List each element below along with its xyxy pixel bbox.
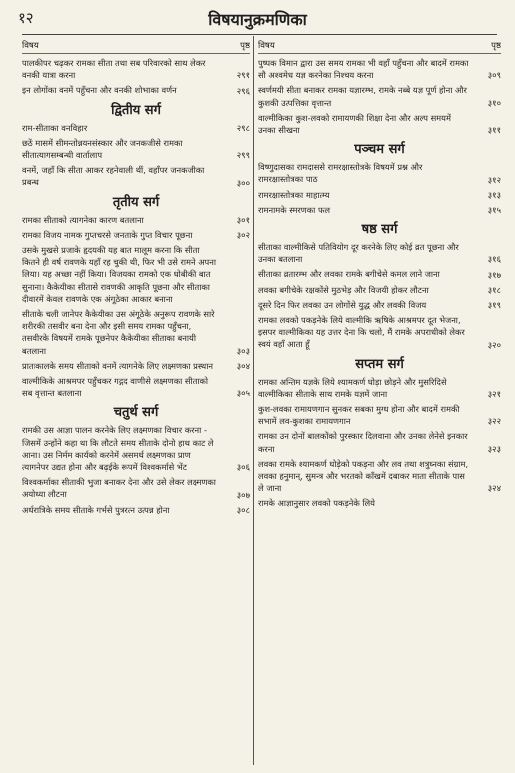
entry-page-number: ३०४: [236, 362, 250, 373]
section-heading: चतुर्थ सर्ग: [113, 405, 159, 421]
entry-text: रामरक्षास्तोत्रका माहात्म्य: [258, 189, 330, 200]
entry-text: वाल्मीकिके आश्रमपर पहुँचकर गद्गद वाणीसे लक्ष्मणका सीताको सब वृत्तान्त बतलाना: [22, 376, 209, 399]
entry-text: सीताका व्रतारम्भ और लवका रामके बगीचेसे कमल लाने जाना: [258, 269, 440, 280]
toc-entry: [258, 497, 501, 509]
entry-page-number: ३०५: [236, 389, 250, 400]
entry-page-number: ३२४: [487, 484, 501, 495]
toc-entry: [22, 244, 250, 305]
entry-text: पालकीपर चढ़कर रामका सीता तथा सब परिवारको साथ लेकर वनकी यात्रा करना: [22, 58, 206, 81]
left-column: [22, 40, 250, 767]
toc-entry: [22, 164, 250, 188]
entry-text: रामका सीताको त्यागनेका कारण बतलाना: [22, 214, 144, 225]
page-header: [0, 0, 515, 36]
entry-text: रामका लवको पकड़नेके लिये वाल्मीकि ऋषिके आश्रमपर दूत भेजना, इसपर वाल्मीकिका यह उत्तर देना कि चलो, मैं रामके अपराधीको लेकर स्वयं वहाँ आता हूँ: [258, 315, 465, 350]
entry-page-number: ३०३: [236, 346, 250, 357]
entry-page-number: ३०६: [236, 463, 250, 474]
entry-page-number: २९८: [236, 123, 250, 134]
section-heading: द्वितीय सर्ग: [111, 102, 161, 118]
entry-text: राम-सीताका वनविहार: [22, 122, 88, 133]
entry-page-number: ३१३: [487, 190, 501, 201]
entry-page-number: २९१: [236, 71, 250, 82]
subject-header: विषय: [22, 41, 39, 51]
entry-page-number: ३१९: [487, 301, 501, 312]
entry-page-number: ३०८: [236, 505, 250, 516]
entry-page-number: ३२१: [487, 390, 501, 401]
entry-text: रामका विजय नामक गुप्तचरसे जनताके गुप्त विचार पूछना: [22, 229, 193, 240]
toc-entry: [22, 84, 250, 96]
entry-text: प्रातःकालके समय सीताको वनमें त्यागनेके लिए लक्ष्मणका प्रस्थान: [22, 360, 213, 371]
toc-entry: [258, 403, 501, 427]
entry-text: लवका बगीचेके रक्षकोंसे मुठभेड़ और विजयी होकर लौटना: [258, 284, 429, 295]
section-heading: षष्ठ सर्ग: [361, 222, 398, 238]
entry-text: विष्णुदासका रामदाससे रामरक्षास्तोत्रके विषयमें प्रश्न और रामरक्षास्तोत्रका पाठ: [258, 162, 423, 185]
toc-entry: [258, 268, 501, 280]
entry-text: विश्वकर्माका सीताकी भुजा बनाकर देना और उसे लेकर लक्ष्मणका अयोध्या लौटना: [22, 477, 216, 500]
entry-text: रामका अन्तिम यज्ञके लिये श्यामकर्ण घोड़ा छोड़ने और मुसरिदिसे वाल्मीकिका सीताके साथ रामके यज्ञमें जाना: [258, 376, 447, 399]
subject-header: विषय: [258, 41, 275, 51]
toc-entry: [22, 214, 250, 226]
toc-entry: [258, 299, 501, 311]
toc-entry: [258, 458, 501, 495]
toc-entry: [22, 424, 250, 473]
entry-text: रामके आज्ञानुसार लवको पकड़नेके लिये: [258, 498, 375, 509]
page-number: १२: [18, 9, 34, 27]
toc-entry: [22, 504, 250, 516]
entry-page-number: ३१८: [487, 285, 501, 296]
section-heading: पञ्चम सर्ग: [354, 142, 405, 158]
entry-page-number: ३१५: [487, 206, 501, 217]
toc-entry: [22, 375, 250, 399]
entry-text: रामनामके स्मरणका फल: [258, 204, 330, 215]
toc-entry: [258, 84, 501, 108]
toc-entry: [22, 308, 250, 357]
page-title: विषयानुक्रमणिका: [208, 10, 307, 29]
entry-text: पुष्पक विमान द्वारा उस समय रामका भी वहाँ पहुँचना और बादमें रामका सौ अश्वमेध यज्ञ करनेका निश्चय करना: [258, 58, 469, 81]
right-column-header: [258, 40, 501, 54]
entry-page-number: ३१६: [487, 255, 501, 266]
entry-page-number: २९६: [236, 86, 250, 97]
entry-text: सीताके चली जानेपर कैकेयीका उस अंगूठेके अनुरूप रावणके सारे शरीरकी तसवीर बना देना और इसी समय रामका पहुँचना, तसवीरके विषयमें रामके पूछनेपर कैकेयीका सीताका बनायी बतलाना: [22, 309, 215, 356]
entry-text: दूसरे दिन फिर लवका उन लोगोंसे युद्ध और लवकी विजय: [258, 299, 427, 310]
toc-entry: [258, 314, 501, 351]
toc-entry: [258, 57, 501, 81]
entry-text: स्वर्णमयी सीता बनाकर रामका यज्ञारम्भ, रामके नब्बे यज्ञ पूर्ण होना और कुशकी उत्पत्तिका वृत्तान्त: [258, 85, 467, 108]
entry-page-number: ३१०: [487, 98, 501, 109]
entry-text: इन लोगोंका वनमें पहुँचना और वनकी शोभाका वर्णन: [22, 85, 177, 96]
entry-text: रामका उन दोनों बालकोंको पुरस्कार दिलवाना और उनका लेनेसे इनकार करना: [258, 431, 468, 454]
toc-entry: [22, 360, 250, 372]
left-column-header: [22, 40, 250, 54]
entry-text: वाल्मीकिका कुश-लवको रामायणकी शिक्षा देना और अल्प समयमें उनका सीखना: [258, 112, 451, 136]
entry-page-number: २९९: [236, 151, 250, 162]
entry-text: वनमें, जहाँ कि सीता आकर रहनेवाली थीं, वहाँपर जनकजीका प्रबन्ध: [22, 165, 205, 188]
toc-entry: [258, 189, 501, 201]
header-rule: [22, 34, 497, 35]
entry-page-number: ३२२: [487, 417, 501, 428]
section-heading: सप्तम सर्ग: [355, 356, 404, 372]
toc-entry: [258, 430, 501, 454]
entry-page-number: ३२०: [487, 340, 501, 351]
toc-entry: [258, 204, 501, 216]
page-header-label: पृष्ठ: [491, 41, 501, 51]
column-divider: [253, 36, 254, 765]
entry-page-number: ३०७: [236, 490, 250, 501]
toc-entry: [22, 57, 250, 81]
entry-page-number: ३१७: [487, 270, 501, 281]
right-column: [258, 40, 501, 767]
toc-entry: [22, 122, 250, 134]
entry-text: लवका रामके श्यामकर्ण घोड़ेको पकड़ना और लव तथा शत्रुघ्नका संग्राम, लवका हनुमान्, सुमन्त्र और भरतको काँखमें दबाकर माता सीताके पास ले जाना: [258, 458, 469, 494]
entry-page-number: ३२३: [487, 444, 501, 455]
toc-entry: [258, 161, 501, 185]
toc-entry: [258, 112, 501, 136]
entry-text: छठें मासमें सीमन्तोन्नयनसंस्कार और जनकजीसे रामका सीतात्यागसम्बन्धी वार्तालाप: [22, 137, 183, 161]
toc-entry: [258, 241, 501, 265]
entry-text: सीताका वाल्मीकिसे पतिवियोग दूर करनेके लिए कोई व्रत पूछना और उनका बतलाना: [258, 242, 459, 265]
toc-entry: [22, 229, 250, 241]
entry-text: रामकी उस आज्ञा पालन करनेके लिए लक्ष्मणका विचार करना - जिसमें उन्होंने कहा था कि लौटते समय सीताके दोनो हाथ काट ले आना। उस निर्मम कार्यको करनेमें असमर्थ लक्ष्मणका प्राण त्यागनेपर उद्यत होना और बढ़ईके रूपमें विश्वकर्मासे भेंट: [22, 425, 214, 473]
toc-entry: [258, 284, 501, 296]
entry-page-number: ३००: [236, 178, 250, 189]
entry-page-number: ३११: [487, 126, 501, 137]
toc-entry: [22, 137, 250, 161]
entry-text: उसके मुखसे प्रजाके हृदयकी यह बात मालूम करना कि सीता कितने ही वर्ष रावणके यहाँ रह चुकी थी, फिर भी उसे रामने अपना लिया। यह अच्छा नहीं किया। विजयका रामको एक धोबीकी बात सुनाना। कैकेयीका सीतासे रावणकी आकृति पूछना और सीताका दीवारमें केवल रावणके एक अंगूठेका आकार बनाना: [22, 245, 217, 304]
entry-text: कुश-लवका रामायणगान सुनकर सबका मुग्ध होना और बादमें रामकी सभामें लव-कुशका रामायणगान: [258, 404, 460, 427]
toc-entry: [258, 376, 501, 400]
section-heading: तृतीय सर्ग: [112, 194, 160, 210]
entry-text: अर्धरात्रिके समय सीताके गर्भसे पुत्ररत्न उत्पन्न होना: [22, 504, 170, 515]
entry-page-number: ३०२: [236, 231, 250, 242]
page-header-label: पृष्ठ: [240, 41, 250, 51]
entry-page-number: ३०१: [236, 215, 250, 226]
entry-page-number: ३०९: [487, 71, 501, 82]
entry-page-number: ३१२: [487, 175, 501, 186]
toc-entry: [22, 476, 250, 500]
